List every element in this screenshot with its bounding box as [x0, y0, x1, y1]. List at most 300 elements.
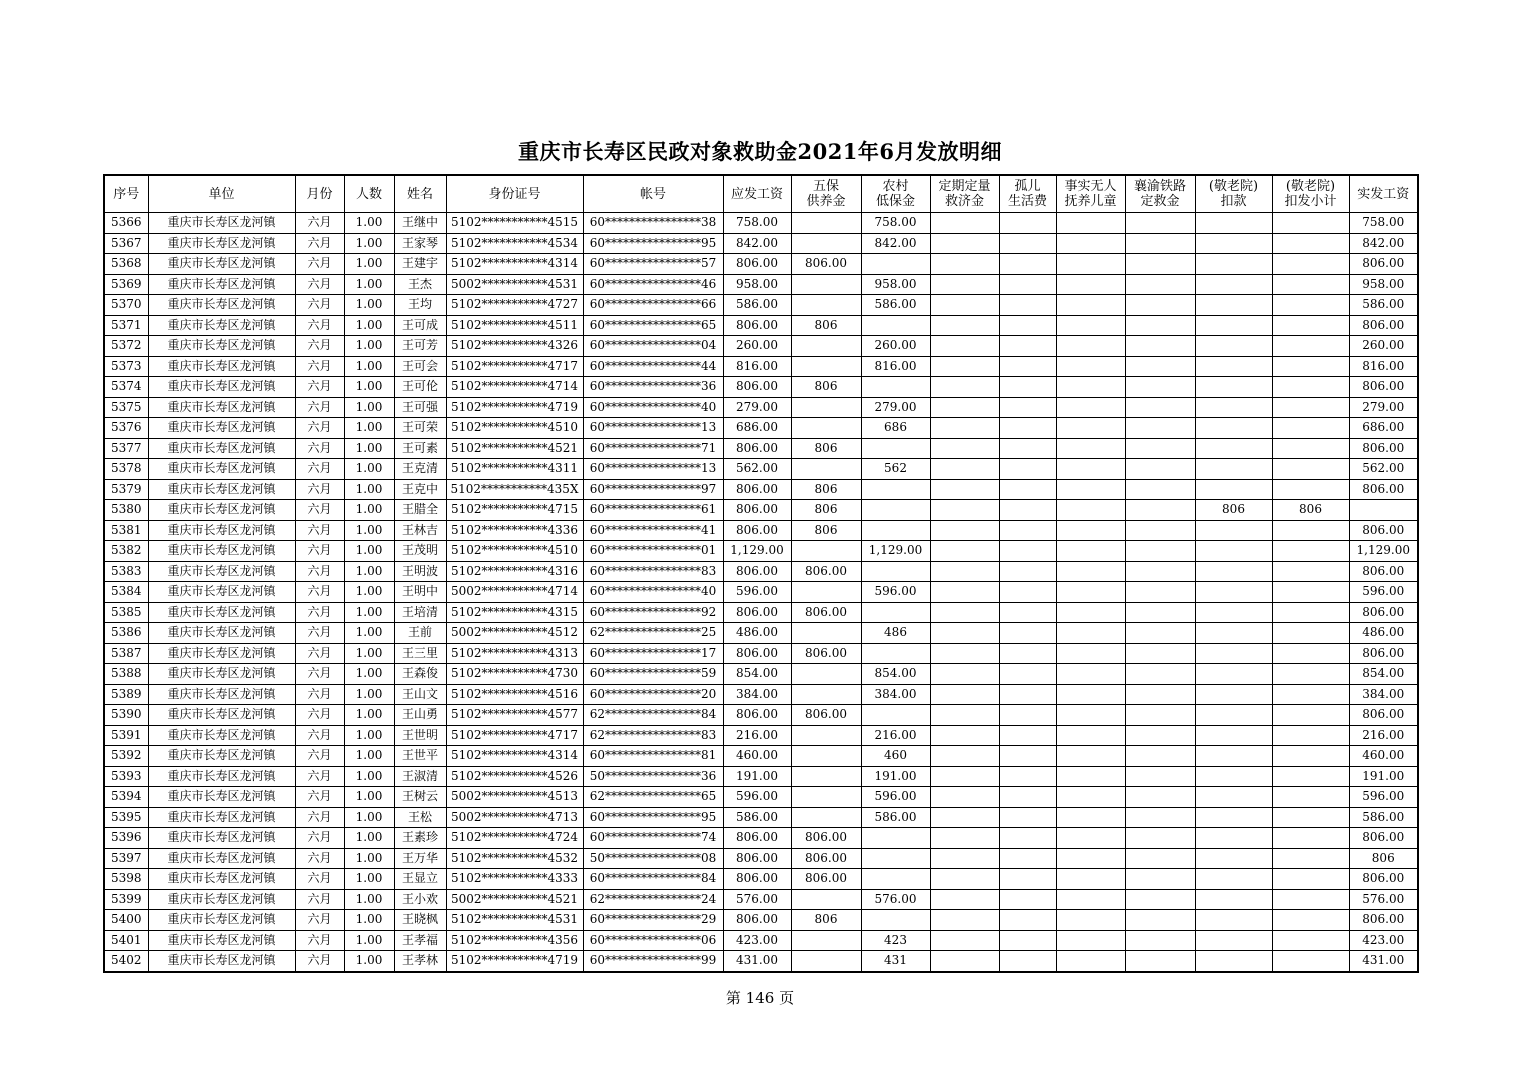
cell-paid: 586.00	[1349, 807, 1418, 828]
cell-dingqi	[930, 295, 999, 316]
cell-month: 六月	[295, 213, 344, 234]
cell-id: 5102***********4515	[446, 213, 583, 234]
cell-dingqi	[930, 766, 999, 787]
cell-wubao	[791, 295, 861, 316]
table-row	[104, 848, 1418, 869]
cell-count: 1.00	[344, 705, 394, 726]
cell-no: 5379	[104, 479, 148, 500]
cell-xiangyu	[1125, 623, 1195, 644]
cell-jlykk	[1195, 336, 1272, 357]
cell-name: 王克中	[394, 479, 446, 500]
cell-no: 5386	[104, 623, 148, 644]
cell-no: 5387	[104, 643, 148, 664]
cell-dibao: 854.00	[861, 664, 930, 685]
cell-shishi	[1056, 582, 1125, 603]
cell-name: 王三里	[394, 643, 446, 664]
cell-no: 5372	[104, 336, 148, 357]
cell-count: 1.00	[344, 295, 394, 316]
cell-paid: 260.00	[1349, 336, 1418, 357]
cell-wubao	[791, 930, 861, 951]
cell-dibao: 460	[861, 746, 930, 767]
cell-jlykk	[1195, 889, 1272, 910]
cell-name: 王世平	[394, 746, 446, 767]
cell-guer	[999, 541, 1056, 562]
cell-due: 816.00	[723, 356, 791, 377]
column-header-name: 姓名	[394, 175, 446, 213]
cell-dingqi	[930, 561, 999, 582]
cell-jlykk	[1195, 418, 1272, 439]
cell-month: 六月	[295, 828, 344, 849]
table-row	[104, 930, 1418, 951]
cell-paid: 1,129.00	[1349, 541, 1418, 562]
cell-month: 六月	[295, 438, 344, 459]
cell-jlykk	[1195, 807, 1272, 828]
cell-dibao: 216.00	[861, 725, 930, 746]
cell-no: 5366	[104, 213, 148, 234]
cell-account: 60****************20	[583, 684, 723, 705]
cell-wubao: 806.00	[791, 602, 861, 623]
cell-unit: 重庆市长寿区龙河镇	[148, 664, 295, 685]
cell-dibao: 596.00	[861, 787, 930, 808]
cell-unit: 重庆市长寿区龙河镇	[148, 315, 295, 336]
cell-id: 5102***********4719	[446, 397, 583, 418]
cell-month: 六月	[295, 951, 344, 972]
cell-xiangyu	[1125, 643, 1195, 664]
cell-month: 六月	[295, 766, 344, 787]
table-row	[104, 746, 1418, 767]
cell-unit: 重庆市长寿区龙河镇	[148, 725, 295, 746]
cell-count: 1.00	[344, 520, 394, 541]
cell-due: 460.00	[723, 746, 791, 767]
cell-count: 1.00	[344, 397, 394, 418]
cell-guer	[999, 684, 1056, 705]
cell-count: 1.00	[344, 541, 394, 562]
column-header-shishi: 事实无人 抚养儿童	[1056, 175, 1125, 213]
cell-xiangyu	[1125, 233, 1195, 254]
cell-name: 王林吉	[394, 520, 446, 541]
cell-jlyxj	[1272, 766, 1349, 787]
cell-account: 60****************59	[583, 664, 723, 685]
cell-count: 1.00	[344, 684, 394, 705]
cell-wubao: 806.00	[791, 643, 861, 664]
cell-month: 六月	[295, 336, 344, 357]
cell-wubao	[791, 746, 861, 767]
cell-unit: 重庆市长寿区龙河镇	[148, 705, 295, 726]
cell-month: 六月	[295, 582, 344, 603]
cell-name: 王淑清	[394, 766, 446, 787]
cell-dibao	[861, 315, 930, 336]
cell-jlyxj	[1272, 541, 1349, 562]
cell-jlyxj	[1272, 951, 1349, 972]
cell-unit: 重庆市长寿区龙河镇	[148, 295, 295, 316]
table-row	[104, 869, 1418, 890]
cell-no: 5384	[104, 582, 148, 603]
cell-month: 六月	[295, 705, 344, 726]
cell-paid: 806.00	[1349, 602, 1418, 623]
table-row	[104, 295, 1418, 316]
cell-shishi	[1056, 951, 1125, 972]
cell-name: 王世明	[394, 725, 446, 746]
column-header-account: 帐号	[583, 175, 723, 213]
cell-no: 5383	[104, 561, 148, 582]
cell-jlyxj	[1272, 828, 1349, 849]
table-row	[104, 705, 1418, 726]
cell-no: 5373	[104, 356, 148, 377]
table-row	[104, 602, 1418, 623]
cell-guer	[999, 602, 1056, 623]
cell-guer	[999, 725, 1056, 746]
cell-wubao: 806.00	[791, 561, 861, 582]
cell-month: 六月	[295, 787, 344, 808]
cell-month: 六月	[295, 643, 344, 664]
cell-jlykk: 806	[1195, 500, 1272, 521]
cell-account: 62****************65	[583, 787, 723, 808]
table-row	[104, 643, 1418, 664]
cell-due: 758.00	[723, 213, 791, 234]
cell-paid: 958.00	[1349, 274, 1418, 295]
cell-paid: 596.00	[1349, 787, 1418, 808]
cell-wubao: 806.00	[791, 869, 861, 890]
cell-no: 5368	[104, 254, 148, 275]
cell-month: 六月	[295, 397, 344, 418]
cell-shishi	[1056, 623, 1125, 644]
cell-jlykk	[1195, 766, 1272, 787]
cell-guer	[999, 356, 1056, 377]
cell-name: 王小欢	[394, 889, 446, 910]
cell-jlykk	[1195, 459, 1272, 480]
cell-dingqi	[930, 541, 999, 562]
cell-unit: 重庆市长寿区龙河镇	[148, 746, 295, 767]
cell-jlyxj	[1272, 664, 1349, 685]
cell-shishi	[1056, 397, 1125, 418]
cell-count: 1.00	[344, 746, 394, 767]
cell-dibao	[861, 848, 930, 869]
cell-jlyxj	[1272, 356, 1349, 377]
cell-shishi	[1056, 828, 1125, 849]
cell-jlyxj	[1272, 910, 1349, 931]
cell-guer	[999, 438, 1056, 459]
cell-dibao: 576.00	[861, 889, 930, 910]
cell-id: 5102***********4336	[446, 520, 583, 541]
cell-id: 5102***********4510	[446, 418, 583, 439]
cell-name: 王树云	[394, 787, 446, 808]
cell-guer	[999, 869, 1056, 890]
cell-paid: 806.00	[1349, 438, 1418, 459]
cell-dibao	[861, 643, 930, 664]
column-header-unit: 单位	[148, 175, 295, 213]
cell-jlyxj	[1272, 315, 1349, 336]
cell-guer	[999, 910, 1056, 931]
cell-jlykk	[1195, 561, 1272, 582]
cell-no: 5381	[104, 520, 148, 541]
cell-count: 1.00	[344, 459, 394, 480]
cell-due: 686.00	[723, 418, 791, 439]
cell-unit: 重庆市长寿区龙河镇	[148, 766, 295, 787]
cell-xiangyu	[1125, 807, 1195, 828]
cell-unit: 重庆市长寿区龙河镇	[148, 377, 295, 398]
cell-due: 806.00	[723, 602, 791, 623]
cell-unit: 重庆市长寿区龙河镇	[148, 356, 295, 377]
cell-id: 5102***********4314	[446, 254, 583, 275]
cell-xiangyu	[1125, 479, 1195, 500]
cell-shishi	[1056, 664, 1125, 685]
cell-guer	[999, 746, 1056, 767]
cell-account: 60****************97	[583, 479, 723, 500]
cell-id: 5102***********4719	[446, 951, 583, 972]
cell-unit: 重庆市长寿区龙河镇	[148, 582, 295, 603]
cell-no: 5391	[104, 725, 148, 746]
cell-shishi	[1056, 848, 1125, 869]
cell-paid: 576.00	[1349, 889, 1418, 910]
cell-jlyxj	[1272, 889, 1349, 910]
cell-jlyxj	[1272, 377, 1349, 398]
cell-count: 1.00	[344, 500, 394, 521]
table-row	[104, 356, 1418, 377]
cell-unit: 重庆市长寿区龙河镇	[148, 213, 295, 234]
table-body	[104, 213, 1418, 972]
cell-id: 5102***********4717	[446, 356, 583, 377]
table-row	[104, 623, 1418, 644]
cell-jlyxj	[1272, 602, 1349, 623]
cell-account: 60****************61	[583, 500, 723, 521]
cell-due: 586.00	[723, 295, 791, 316]
cell-xiangyu	[1125, 356, 1195, 377]
cell-shishi	[1056, 295, 1125, 316]
cell-jlykk	[1195, 623, 1272, 644]
cell-dingqi	[930, 315, 999, 336]
cell-shishi	[1056, 602, 1125, 623]
cell-id: 5102***********4311	[446, 459, 583, 480]
cell-paid: 686.00	[1349, 418, 1418, 439]
cell-dibao: 486	[861, 623, 930, 644]
cell-shishi	[1056, 213, 1125, 234]
cell-id: 5102***********4715	[446, 500, 583, 521]
cell-dibao: 423	[861, 930, 930, 951]
cell-paid: 806.00	[1349, 520, 1418, 541]
cell-wubao	[791, 213, 861, 234]
cell-guer	[999, 274, 1056, 295]
cell-jlykk	[1195, 233, 1272, 254]
cell-unit: 重庆市长寿区龙河镇	[148, 623, 295, 644]
cell-account: 60****************81	[583, 746, 723, 767]
cell-dibao: 384.00	[861, 684, 930, 705]
cell-id: 5102***********4526	[446, 766, 583, 787]
cell-wubao	[791, 418, 861, 439]
table-row	[104, 336, 1418, 357]
table-row	[104, 254, 1418, 275]
cell-dibao: 686	[861, 418, 930, 439]
cell-paid: 806.00	[1349, 643, 1418, 664]
cell-jlykk	[1195, 397, 1272, 418]
cell-account: 60****************65	[583, 315, 723, 336]
cell-no: 5376	[104, 418, 148, 439]
cell-jlykk	[1195, 746, 1272, 767]
cell-guer	[999, 705, 1056, 726]
cell-paid: 806	[1349, 848, 1418, 869]
cell-jlykk	[1195, 848, 1272, 869]
cell-jlyxj: 806	[1272, 500, 1349, 521]
cell-unit: 重庆市长寿区龙河镇	[148, 684, 295, 705]
cell-id: 5102***********4326	[446, 336, 583, 357]
cell-dingqi	[930, 787, 999, 808]
cell-due: 806.00	[723, 315, 791, 336]
cell-shishi	[1056, 233, 1125, 254]
cell-no: 5397	[104, 848, 148, 869]
cell-shishi	[1056, 377, 1125, 398]
column-header-count: 人数	[344, 175, 394, 213]
cell-wubao	[791, 582, 861, 603]
cell-xiangyu	[1125, 910, 1195, 931]
cell-name: 王素珍	[394, 828, 446, 849]
cell-jlyxj	[1272, 746, 1349, 767]
cell-xiangyu	[1125, 869, 1195, 890]
cell-dingqi	[930, 459, 999, 480]
cell-account: 60****************66	[583, 295, 723, 316]
cell-guer	[999, 520, 1056, 541]
cell-month: 六月	[295, 541, 344, 562]
cell-account: 60****************41	[583, 520, 723, 541]
cell-no: 5393	[104, 766, 148, 787]
cell-name: 王晓枫	[394, 910, 446, 931]
cell-month: 六月	[295, 274, 344, 295]
cell-account: 60****************01	[583, 541, 723, 562]
cell-month: 六月	[295, 889, 344, 910]
cell-unit: 重庆市长寿区龙河镇	[148, 541, 295, 562]
cell-paid: 431.00	[1349, 951, 1418, 972]
cell-id: 5002***********4521	[446, 889, 583, 910]
cell-account: 60****************99	[583, 951, 723, 972]
cell-due: 854.00	[723, 664, 791, 685]
cell-name: 王万华	[394, 848, 446, 869]
cell-wubao: 806	[791, 377, 861, 398]
cell-guer	[999, 479, 1056, 500]
cell-count: 1.00	[344, 479, 394, 500]
cell-no: 5367	[104, 233, 148, 254]
cell-jlyxj	[1272, 807, 1349, 828]
cell-no: 5370	[104, 295, 148, 316]
cell-unit: 重庆市长寿区龙河镇	[148, 930, 295, 951]
cell-paid: 806.00	[1349, 479, 1418, 500]
cell-jlykk	[1195, 910, 1272, 931]
cell-dingqi	[930, 397, 999, 418]
cell-wubao	[791, 336, 861, 357]
cell-due: 958.00	[723, 274, 791, 295]
cell-guer	[999, 418, 1056, 439]
cell-wubao	[791, 889, 861, 910]
cell-guer	[999, 397, 1056, 418]
column-header-dingqi: 定期定量 救济金	[930, 175, 999, 213]
cell-jlyxj	[1272, 254, 1349, 275]
cell-shishi	[1056, 643, 1125, 664]
cell-jlykk	[1195, 213, 1272, 234]
cell-jlyxj	[1272, 336, 1349, 357]
cell-dibao	[861, 602, 930, 623]
cell-dibao	[861, 561, 930, 582]
cell-jlykk	[1195, 869, 1272, 890]
cell-paid: 191.00	[1349, 766, 1418, 787]
cell-guer	[999, 766, 1056, 787]
cell-dingqi	[930, 643, 999, 664]
cell-guer	[999, 664, 1056, 685]
cell-wubao	[791, 725, 861, 746]
cell-guer	[999, 561, 1056, 582]
cell-id: 5002***********4512	[446, 623, 583, 644]
cell-wubao	[791, 807, 861, 828]
cell-unit: 重庆市长寿区龙河镇	[148, 807, 295, 828]
cell-dibao	[861, 254, 930, 275]
cell-paid: 486.00	[1349, 623, 1418, 644]
cell-shishi	[1056, 561, 1125, 582]
cell-unit: 重庆市长寿区龙河镇	[148, 520, 295, 541]
cell-account: 60****************74	[583, 828, 723, 849]
cell-unit: 重庆市长寿区龙河镇	[148, 336, 295, 357]
cell-month: 六月	[295, 295, 344, 316]
cell-count: 1.00	[344, 889, 394, 910]
cell-count: 1.00	[344, 438, 394, 459]
cell-wubao	[791, 233, 861, 254]
cell-jlykk	[1195, 828, 1272, 849]
cell-dingqi	[930, 684, 999, 705]
cell-jlyxj	[1272, 479, 1349, 500]
cell-name: 王建宇	[394, 254, 446, 275]
cell-wubao	[791, 541, 861, 562]
cell-dingqi	[930, 664, 999, 685]
cell-dingqi	[930, 807, 999, 828]
cell-xiangyu	[1125, 315, 1195, 336]
cell-month: 六月	[295, 746, 344, 767]
cell-id: 5102***********4531	[446, 910, 583, 931]
cell-xiangyu	[1125, 254, 1195, 275]
cell-dingqi	[930, 951, 999, 972]
cell-due: 260.00	[723, 336, 791, 357]
cell-month: 六月	[295, 479, 344, 500]
cell-no: 5378	[104, 459, 148, 480]
cell-month: 六月	[295, 684, 344, 705]
cell-xiangyu	[1125, 684, 1195, 705]
cell-unit: 重庆市长寿区龙河镇	[148, 254, 295, 275]
cell-count: 1.00	[344, 418, 394, 439]
cell-dibao	[861, 910, 930, 931]
cell-dingqi	[930, 602, 999, 623]
cell-jlyxj	[1272, 459, 1349, 480]
cell-jlykk	[1195, 520, 1272, 541]
table-header	[104, 175, 1418, 213]
cell-jlykk	[1195, 295, 1272, 316]
table-row	[104, 582, 1418, 603]
cell-due: 216.00	[723, 725, 791, 746]
cell-dingqi	[930, 254, 999, 275]
cell-jlykk	[1195, 787, 1272, 808]
cell-xiangyu	[1125, 889, 1195, 910]
cell-shishi	[1056, 787, 1125, 808]
cell-count: 1.00	[344, 787, 394, 808]
cell-dingqi	[930, 582, 999, 603]
cell-paid: 460.00	[1349, 746, 1418, 767]
cell-account: 60****************95	[583, 807, 723, 828]
cell-unit: 重庆市长寿区龙河镇	[148, 602, 295, 623]
cell-shishi	[1056, 336, 1125, 357]
cell-account: 60****************46	[583, 274, 723, 295]
cell-wubao: 806.00	[791, 254, 861, 275]
cell-guer	[999, 233, 1056, 254]
cell-dingqi	[930, 848, 999, 869]
cell-xiangyu	[1125, 602, 1195, 623]
column-header-due: 应发工资	[723, 175, 791, 213]
cell-unit: 重庆市长寿区龙河镇	[148, 787, 295, 808]
cell-due: 806.00	[723, 254, 791, 275]
cell-month: 六月	[295, 315, 344, 336]
table-row	[104, 541, 1418, 562]
